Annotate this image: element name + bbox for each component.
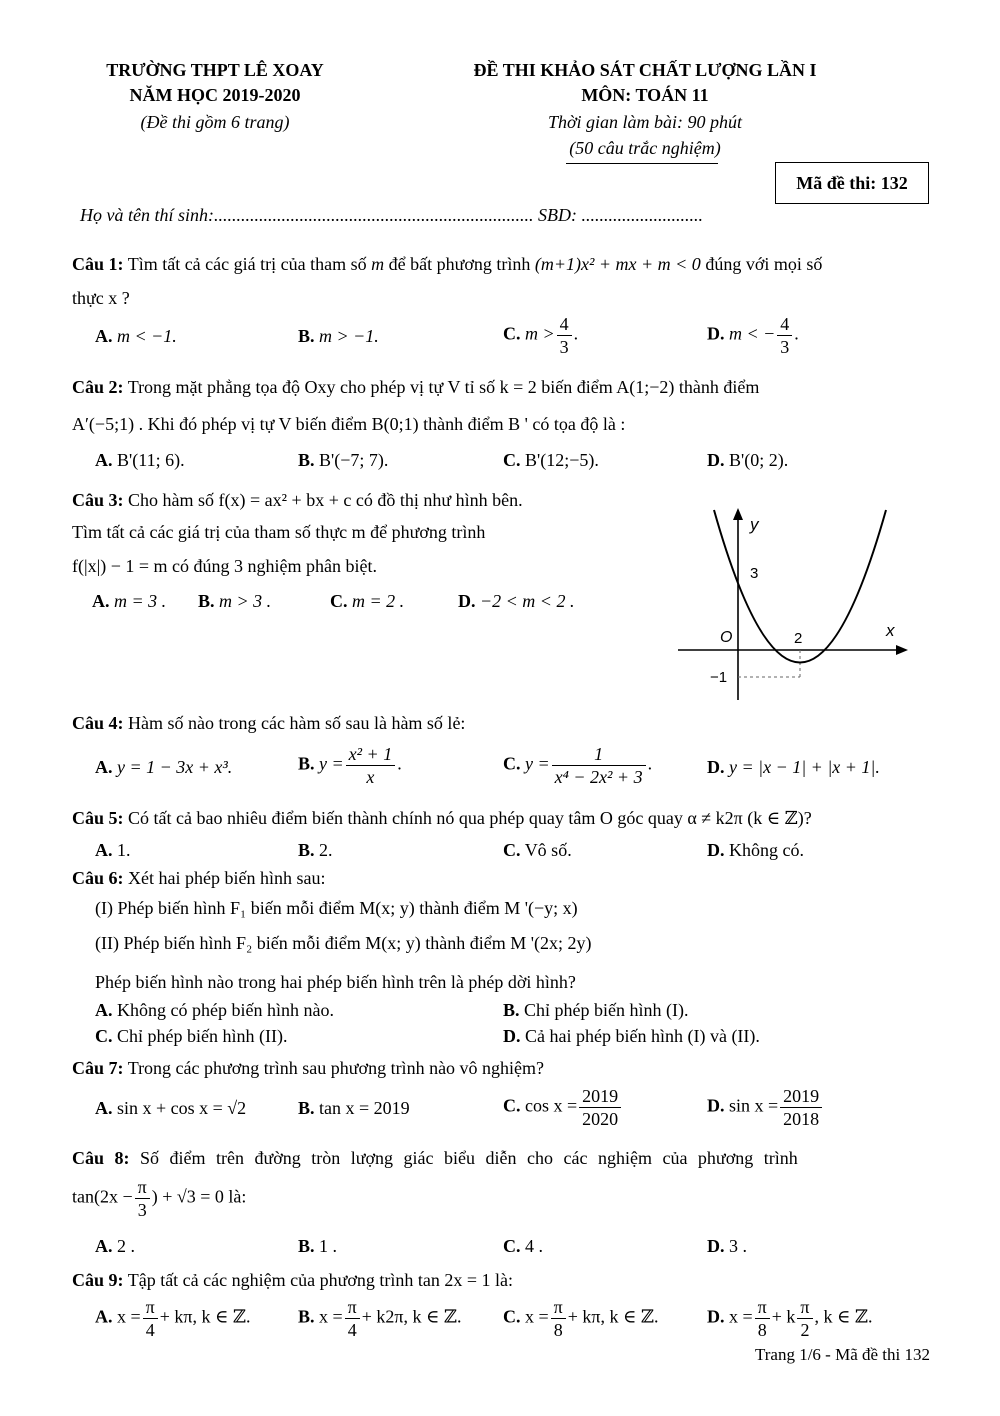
- option-text: tan x = 2019: [319, 1098, 410, 1118]
- q8-equation: [72, 1176, 246, 1221]
- option-letter: B.: [503, 1000, 520, 1020]
- option-text: −2 < m < 2 .: [480, 591, 575, 611]
- q3-option-a[interactable]: [92, 591, 166, 612]
- question-8: [72, 1146, 930, 1170]
- fraction: [780, 1085, 822, 1130]
- question-1: [72, 252, 930, 276]
- option-text: Vô số.: [524, 840, 572, 860]
- equation-part: tan(2x −: [72, 1186, 133, 1207]
- q5-option-a[interactable]: [95, 840, 131, 861]
- exam-subject: MÔN: TOÁN 11: [581, 85, 709, 105]
- question-label: Câu 8:: [72, 1148, 130, 1168]
- option-letter: A.: [95, 840, 113, 860]
- denominator: 4: [347, 1320, 357, 1340]
- question-label: Câu 4:: [72, 713, 124, 733]
- q4-option-b[interactable]: B. y = $\frac{\text{x² + 1}}{x}$ .: [298, 744, 402, 787]
- fraction: [755, 1296, 770, 1341]
- option-letter: C.: [503, 753, 521, 774]
- q1-option-b[interactable]: [298, 326, 379, 347]
- option-letter: C.: [503, 1095, 521, 1116]
- fraction: [345, 1296, 360, 1341]
- denominator: 3: [137, 1200, 147, 1220]
- q8-option-d[interactable]: [707, 1236, 747, 1257]
- option-text: Chỉ phép biến hình (II).: [117, 1026, 288, 1046]
- question-text: Tìm tất cả các giá trị của tham số: [127, 254, 367, 274]
- parabola-graph: [670, 500, 920, 705]
- option-letter: C.: [95, 1026, 113, 1046]
- option-text: y = 1 − 3x + x³.: [117, 757, 233, 777]
- option-letter: B.: [298, 326, 315, 346]
- question-text: Trong mặt phẳng tọa độ Oxy cho phép vị tự V tỉ số k = 2 biến điểm A(1;−2) thành điểm: [127, 377, 760, 397]
- y-axis-arrow: [733, 508, 743, 520]
- option-letter: A.: [95, 450, 113, 470]
- option-text: y = |x − 1| + |x + 1|.: [729, 757, 880, 777]
- equation-part: ) + √3 = 0: [151, 1186, 224, 1207]
- page-footer: Trang 1/6 - Mã đề thi 132: [754, 1345, 930, 1364]
- option-letter: B.: [298, 1236, 315, 1256]
- question-label: Câu 2:: [72, 377, 124, 397]
- school-year: NĂM HỌC 2019-2020: [129, 85, 301, 105]
- option-text: sin x =: [729, 1095, 779, 1116]
- denominator: x⁴ − 2x² + 3: [554, 767, 643, 787]
- option-letter: D.: [707, 1306, 725, 1327]
- question-6: [72, 866, 930, 890]
- question-count: (50 câu trắc nghiệm): [569, 138, 721, 158]
- header-underline: [566, 163, 718, 164]
- option-letter: D.: [707, 757, 725, 777]
- option-letter: A.: [95, 1306, 113, 1327]
- option-text: Không có.: [729, 840, 804, 860]
- numerator: 4: [557, 313, 572, 336]
- numerator: 1: [552, 743, 646, 766]
- option-text: , k ∈ ℤ.: [814, 1306, 873, 1327]
- option-letter: B.: [298, 1306, 315, 1327]
- option-letter: B.: [298, 1098, 315, 1118]
- question-label: Câu 5:: [72, 808, 124, 828]
- option-text: y =: [319, 753, 344, 774]
- option-letter: C.: [503, 840, 521, 860]
- question-text: để bất phương trình: [388, 254, 531, 274]
- question-9: [72, 1268, 930, 1292]
- q6-option-a[interactable]: [95, 1000, 334, 1021]
- option-text: x =: [525, 1306, 549, 1327]
- q7-option-b[interactable]: [298, 1098, 410, 1119]
- option-text: x =: [729, 1306, 753, 1327]
- q2-option-b[interactable]: [298, 450, 388, 471]
- option-text: m > −1.: [319, 326, 379, 346]
- question-text: Trong các phương trình sau phương trình nào vô nghiệm?: [127, 1058, 545, 1078]
- option-text: m < −: [729, 323, 776, 344]
- numerator: 2019: [780, 1085, 822, 1108]
- denominator: 3: [559, 337, 569, 357]
- x-axis-arrow: [896, 645, 908, 655]
- question-7: [72, 1056, 930, 1080]
- option-letter: B.: [298, 753, 315, 774]
- option-letter: D.: [503, 1026, 521, 1046]
- option-text: m >: [525, 323, 555, 344]
- option-letter: A.: [95, 1098, 113, 1118]
- fraction: [346, 743, 396, 788]
- q6-option-d[interactable]: [503, 1026, 760, 1047]
- student-info-line: Họ và tên thí sinh:....................................................................... SBD: ...........................: [80, 205, 703, 225]
- q9-option-a[interactable]: [95, 1296, 250, 1341]
- option-letter: B.: [198, 591, 215, 611]
- option-letter: C.: [503, 323, 521, 344]
- option-letter: D.: [707, 1236, 725, 1256]
- q6-option-b[interactable]: [503, 1000, 689, 1021]
- min-value-label: −1: [710, 669, 728, 686]
- question-2-cont: A′(−5;1) . Khi đó phép vị tự V biến điểm B(0;1) thành điểm B ' có tọa độ là :: [72, 414, 626, 434]
- option-text: B'(12;−5).: [525, 450, 599, 470]
- option-text: 2 .: [117, 1236, 135, 1256]
- q5-option-c[interactable]: [503, 840, 572, 861]
- y-tick-label: 3: [750, 565, 759, 582]
- fraction: [552, 743, 646, 788]
- school-name: TRƯỜNG THPT LÊ XOAY: [106, 60, 324, 80]
- q6-question: Phép biến hình nào trong hai phép biến hình trên là phép dời hình?: [95, 972, 576, 992]
- q1-option-c[interactable]: C. m > $\frac{4}{3}$ .: [503, 314, 579, 357]
- q6-item-2: (II) Phép biến hình F₂ biến mỗi điểm M(x; y) thành điểm M '(2x; 2y): [95, 933, 592, 953]
- option-text: + kπ, k ∈ ℤ.: [567, 1306, 659, 1327]
- q6-item-1: (I) Phép biến hình F₁ biến mỗi điểm M(x; y) thành điểm M '(−y; x): [95, 898, 578, 918]
- question-label: Câu 1:: [72, 254, 124, 274]
- option-text: 2.: [319, 840, 333, 860]
- denominator: 8: [757, 1320, 767, 1340]
- exam-code-box: Mã đề thi: 132: [775, 162, 929, 204]
- inequality-expr: (m+1)x² + mx + m < 0: [534, 254, 701, 274]
- denominator: x: [366, 767, 375, 787]
- question-text: Số điểm trên đường tròn lượng giác biểu diễn cho các nghiệm của phương trình: [140, 1148, 798, 1168]
- fraction: [579, 1085, 621, 1130]
- option-text: B'(11; 6).: [117, 450, 185, 470]
- q9-option-c[interactable]: [503, 1296, 658, 1341]
- numerator: 4: [777, 313, 792, 336]
- option-text: 4 .: [525, 1236, 543, 1256]
- option-letter: A.: [95, 757, 113, 777]
- option-letter: C.: [503, 1236, 521, 1256]
- option-letter: A.: [92, 591, 110, 611]
- option-text: m < −1.: [117, 326, 177, 346]
- fraction: [797, 1296, 812, 1341]
- q6-option-c[interactable]: [95, 1026, 287, 1047]
- option-text: 3 .: [729, 1236, 747, 1256]
- numerator: π: [797, 1296, 812, 1319]
- q4-option-c[interactable]: C. y = $\frac{1}{\text{x⁴ − 2x² + 3}}$ .: [503, 744, 653, 787]
- question-3-line2: Tìm tất cả các giá trị của tham số thực m để phương trình: [72, 522, 486, 542]
- equation-part: là:: [228, 1186, 247, 1207]
- x-axis-label: x: [886, 621, 895, 640]
- q3-option-d[interactable]: [458, 591, 574, 612]
- q2-option-a[interactable]: [95, 450, 185, 471]
- question-text: Tập tất cả các nghiệm của phương trình tan 2x = 1 là:: [127, 1270, 513, 1290]
- question-4: [72, 711, 930, 735]
- numerator: 2019: [579, 1085, 621, 1108]
- question-5: [72, 806, 930, 830]
- exam-title: ĐỀ THI KHẢO SÁT CHẤT LƯỢNG LẦN I: [473, 60, 817, 80]
- option-letter: D.: [707, 1095, 725, 1116]
- option-text: sin x + cos x = √2: [117, 1098, 247, 1118]
- numerator: π: [345, 1296, 360, 1319]
- option-text: + k: [771, 1306, 796, 1327]
- question-text: Xét hai phép biến hình sau:: [128, 868, 326, 888]
- numerator: x² + 1: [346, 743, 396, 766]
- denominator: 2: [800, 1320, 810, 1340]
- fraction: [135, 1176, 150, 1221]
- option-letter: A.: [95, 1236, 113, 1256]
- question-text: Có tất cả bao nhiêu điểm biến thành chính nó qua phép quay tâm O góc quay α ≠ k2π (k ∈ ℤ)?: [128, 808, 812, 828]
- option-text: x =: [319, 1306, 343, 1327]
- q1-option-d[interactable]: D. m < − $\frac{4}{3}$ .: [707, 314, 799, 357]
- y-axis-label: y: [750, 515, 759, 534]
- option-text: 1 .: [319, 1236, 338, 1256]
- numerator: π: [755, 1296, 770, 1319]
- q5-option-b[interactable]: [298, 840, 333, 861]
- option-letter: D.: [707, 450, 725, 470]
- question-label: Câu 3:: [72, 490, 124, 510]
- q5-option-d[interactable]: [707, 840, 804, 861]
- q9-option-d[interactable]: [707, 1296, 872, 1341]
- question-label: Câu 6:: [72, 868, 124, 888]
- option-letter: C.: [503, 450, 521, 470]
- option-text: y =: [525, 753, 550, 774]
- x-tick-label: 2: [794, 630, 803, 647]
- var-m: m: [371, 254, 385, 274]
- option-letter: A.: [95, 1000, 113, 1020]
- option-text: 1.: [117, 840, 131, 860]
- question-2: [72, 375, 930, 399]
- option-letter: B.: [298, 450, 315, 470]
- question-text: đúng với mọi số: [705, 254, 823, 274]
- option-text: Cả hai phép biến hình (I) và (II).: [525, 1026, 760, 1046]
- numerator: π: [551, 1296, 566, 1319]
- option-letter: A.: [95, 326, 113, 346]
- option-text: x =: [117, 1306, 141, 1327]
- q8-option-b[interactable]: [298, 1236, 337, 1257]
- option-text: Không có phép biến hình nào.: [117, 1000, 334, 1020]
- q7-option-c[interactable]: [503, 1085, 623, 1130]
- fraction: [777, 313, 792, 358]
- q1-option-a[interactable]: [95, 326, 177, 347]
- option-text: + k2π, k ∈ ℤ.: [361, 1306, 462, 1327]
- q3-option-c[interactable]: [330, 591, 404, 612]
- denominator: 3: [780, 337, 790, 357]
- exam-time: Thời gian làm bài: 90 phút: [547, 112, 743, 132]
- q4-option-d[interactable]: [707, 757, 880, 778]
- option-text: m = 2 .: [352, 591, 405, 611]
- option-letter: C.: [330, 591, 348, 611]
- option-letter: C.: [503, 1306, 521, 1327]
- question-3: [72, 488, 622, 512]
- numerator: π: [135, 1176, 150, 1199]
- question-label: Câu 9:: [72, 1270, 124, 1290]
- q3-option-b[interactable]: [198, 591, 271, 612]
- question-1-cont: thực x ?: [72, 288, 130, 308]
- option-text: + kπ, k ∈ ℤ.: [159, 1306, 251, 1327]
- origin-label: O: [720, 629, 733, 646]
- q2-option-d[interactable]: [707, 450, 788, 471]
- pages-note: (Đề thi gồm 6 trang): [140, 112, 290, 132]
- denominator: 2020: [582, 1109, 619, 1129]
- option-letter: B.: [298, 840, 315, 860]
- option-text: m > 3 .: [219, 591, 272, 611]
- denominator: 8: [553, 1320, 563, 1340]
- q9-option-b[interactable]: [298, 1296, 461, 1341]
- q7-option-a[interactable]: [95, 1098, 246, 1119]
- option-letter: D.: [458, 591, 476, 611]
- numerator: π: [143, 1296, 158, 1319]
- option-letter: D.: [707, 840, 725, 860]
- fraction: [557, 313, 572, 358]
- question-3-line3: f(|x|) − 1 = m có đúng 3 nghiệm phân biệt.: [72, 556, 377, 576]
- option-text: Chỉ phép biến hình (I).: [524, 1000, 689, 1020]
- question-text: Cho hàm số f(x) = ax² + bx + c có đồ thị như hình bên.: [128, 490, 523, 510]
- q8-option-a[interactable]: [95, 1236, 135, 1257]
- question-label: Câu 7:: [72, 1058, 124, 1078]
- q4-option-a[interactable]: [95, 757, 232, 778]
- option-letter: D.: [707, 323, 725, 344]
- question-text: Hàm số nào trong các hàm số sau là hàm số lẻ:: [128, 713, 466, 733]
- option-text: m = 3 .: [114, 591, 167, 611]
- denominator: 4: [145, 1320, 155, 1340]
- option-text: B'(0; 2).: [729, 450, 789, 470]
- fraction: [551, 1296, 566, 1341]
- option-text: cos x =: [525, 1095, 578, 1116]
- q2-option-c[interactable]: [503, 450, 599, 471]
- option-text: B'(−7; 7).: [319, 450, 389, 470]
- denominator: 2018: [783, 1109, 820, 1129]
- q7-option-d[interactable]: [707, 1085, 824, 1130]
- fraction: [143, 1296, 158, 1341]
- q8-option-c[interactable]: [503, 1236, 543, 1257]
